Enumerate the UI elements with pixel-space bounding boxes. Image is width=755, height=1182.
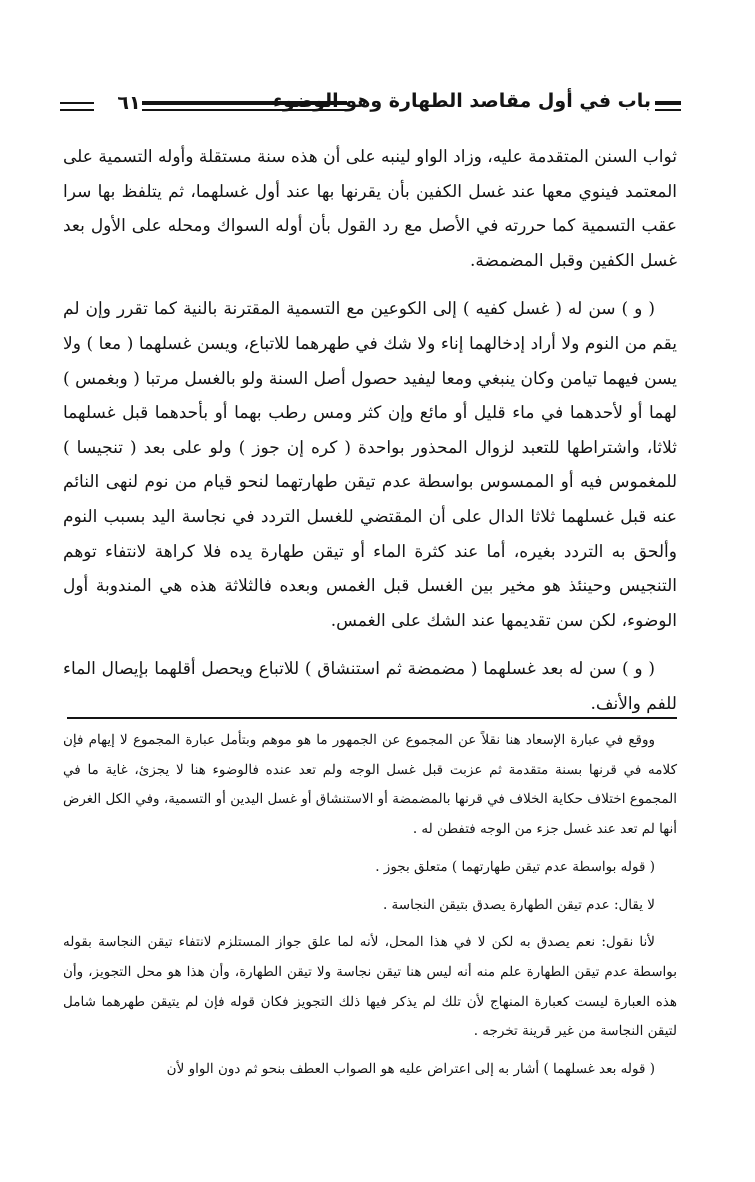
- footnote-paragraph: ( قوله بعد غسلهما ) أشار به إلى اعتراض عليه هو الصواب العطف بنحو ثم دون الواو لأن: [166, 1061, 655, 1078]
- main-text: [63, 140, 677, 736]
- footnote-paragraph: لا يقال: عدم تيقن الطهارة يصدق بتيقن النجاسة .: [382, 896, 655, 913]
- footnote-paragraph: ووقع في عبارة الإسعاد هنا نقلاً عن المجموع عن الجمهور ما هو موهم وبتأمل عبارة المجموع لا إيهام فإن كلامه في قرنها بسنة متقدمة ثم عزبت قبل غسل الوجه ولم تعد عنده فالوضوء هنا لا يجزئ، غاية ما في المجموع اختلاف حكاية الخلاف في قرنها بالمضمضة أو الاستنشاق أو غسل اليدين أو التسمية، وفي الكل الغرض أنها لم تعد عند غسل جزء من الوجه فتفطن له .: [63, 732, 677, 838]
- chapter-title: باب في أول مقاصد الطهارة وهو الوضوء: [273, 90, 651, 112]
- main-paragraph: ( و ) سن له بعد غسلهما ( مضمضة ثم استنشاق ) للاتباع ويحصل أقلهما بإيصال الماء للفم والأنف.: [63, 659, 677, 714]
- header-rule-right-top: [655, 101, 681, 105]
- header-rule-left-top: [60, 102, 94, 104]
- running-header: [60, 90, 681, 124]
- main-paragraph: ثواب السنن المتقدمة عليه، وزاد الواو لينبه على أن هذه سنة مستقلة وأوله التسمية على المعتمد فينوي معها عند غسل الكفين بأن يقرنها بها عند أول غسلهما، ثم يتلفظ بها سرا عقب التسمية كما حررته في الأصل مع رد القول بأن أوله السواك ومحله على الأول بعد غسل الكفين وقبل المضمضة.: [63, 147, 677, 271]
- footnotes: [63, 726, 677, 1093]
- footnote-paragraph: ( قوله بواسطة عدم تيقن طهارتهما ) متعلق بجوز .: [375, 858, 655, 875]
- page-number: ٦١: [117, 92, 141, 114]
- header-rule-right-bottom: [655, 109, 681, 111]
- header-rule-left-bottom: [60, 109, 94, 111]
- footnote-paragraph: لأنا نقول: نعم يصدق به لكن لا في هذا المحل، لأنه لما علق جواز المستلزم لانتفاء تيقن النجاسة بقوله بواسطة عدم تيقن الطهارة علم منه أنه ليس هنا تيقن نجاسة ولا تيقن الطهارة، وأن هذا هو محل التجويز، وأن هذه العبارة ليست كعبارة المنهاج لأن تلك لم يذكر فيها ذلك التجويز فكان قوله فإن لم يتيقن طهرهما شامل لتيقن النجاسة من غير قرينة تخرجه .: [63, 934, 677, 1040]
- footnote-separator: [67, 717, 677, 719]
- main-paragraph: ( و ) سن له ( غسل كفيه ) إلى الكوعين مع التسمية المقترنة بالنية كما تقرر وإن لم يقم من النوم ولا أراد إدخالهما إناء ولا شك في طهرهما للاتباع، ويسن غسلهما ( معا ) ولا يسن فيهما تيامن وكان ينبغي ومعا ليفيد حصول أصل السنة ولو بالغسل مرتبا ( وبغمس ) لهما أو لأحدهما في ماء قليل أو مائع وإن كثر ومس رطب بهما أو بأحدهما قبل غسلهما ثلاثا، واشتراطها للتعبد لزوال المحذور بواحدة ( كره إن جوز ) ولو على بعد ( تنجيسا ) للمغموس فيه أو الممسوس بواسطة عدم تيقن طهارتهما لنحو قيام من نوم لنهى النائم عنه قبل غسلهما ثلاثا الدال على أن المقتضي للغسل التردد في نجاسة اليد بسبب النوم وألحق به التردد بغيره، أما عند كثرة الماء أو تيقن طهارة يده فلا كراهة لانتفاء توهم التنجيس وحينئذ هو مخير بين الغسل قبل الغمس وبعده فالثلاثة هذه هي المندوبة أول الوضوء، لكن سن تقديمها عند الشك على الغمس.: [63, 299, 677, 631]
